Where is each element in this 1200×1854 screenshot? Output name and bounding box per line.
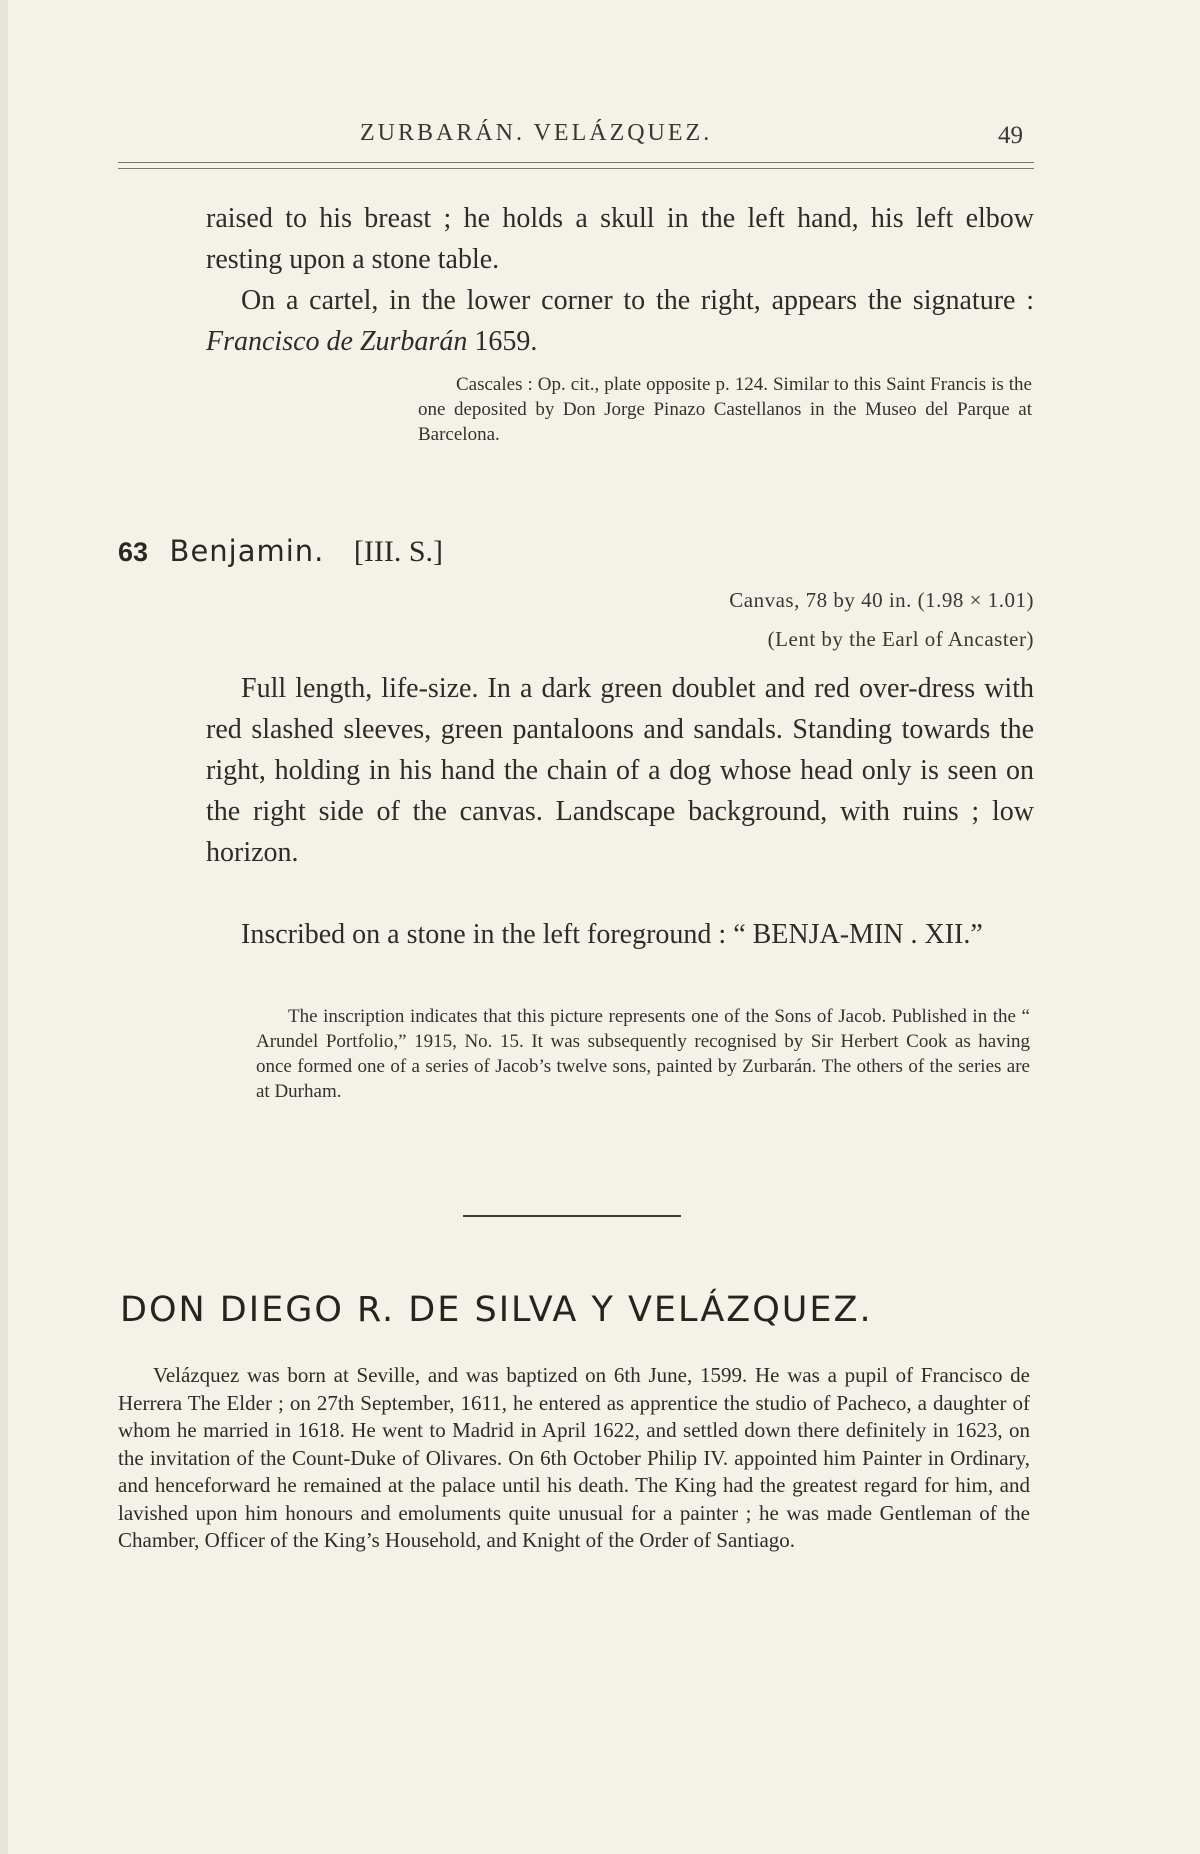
entry-lender: (Lent by the Earl of Ancaster) [767, 627, 1034, 651]
entry-note: The inscription indicates that this picture represents one of the Sons of Jacob. Published in the “ Arundel Portfolio,” 1915, No. 15. It was subsequently recognised by Sir Herbert Cook as having once formed one of a series of Jacob’s twelve sons, painted by Zurbarán. The others of the series are at Durham. [256, 1006, 1030, 1102]
section-bio: Velázquez was born at Seville, and was baptized on 6th June, 1599. He was a pupil of Francisco de Herrera The Elder ; on 27th September, 1611, he entered as apprentice the studio of Pacheco, a daughter of whom he married in 1618. He went to Madrid in April 1622, and settled down there definitely in 1623, on the invitation of the Count-Duke of Olivares. On 6th October Philip IV. appointed him Painter in Ordinary, and henceforward he remained at the palace until his death. The King had the greatest regard for him, and lavished upon him honours and emoluments quite unusual for a painter ; he was made Gentleman of the Chamber, Officer of the King’s Household, and Knight of the Order of Santiago. [118, 1363, 1030, 1552]
running-head [0, 120, 1200, 152]
inscription-intro: Inscribed on a stone in the left foreground : [241, 919, 727, 950]
entry-number: 63 [118, 537, 149, 567]
signature-year: 1659. [474, 326, 538, 357]
running-title: ZURBARÁN. VELÁZQUEZ. [360, 120, 713, 146]
entry-series: [III. S.] [353, 535, 444, 568]
entry-medium-dimensions: Canvas, 78 by 40 in. (1.98 × 1.01) [729, 588, 1034, 612]
header-rule [118, 162, 1034, 169]
entry-description: Full length, life-size. In a dark green doublet and red over-dress with red slashed sleeves, green pantaloons and sandals. Standing towards the right, holding in his hand the chain of a dog whose head only is seen on the right side of the canvas. Landscape background, with ruins ; low horizon. [206, 673, 1034, 868]
signature-name: Francisco de Zurbarán [206, 326, 468, 357]
page-left-edge [0, 0, 8, 1854]
section-heading: DON DIEGO R. DE SILVA Y VELÁZQUEZ. [120, 1290, 873, 1330]
entry-name: Benjamin. [169, 534, 325, 568]
entry-title [118, 534, 443, 574]
signature-lead-text: On a cartel, in the lower corner to the right, appears the signature : [241, 285, 1034, 316]
entry-inscription [206, 914, 1034, 955]
continuation-note: Cascales : Op. cit., plate opposite p. 124. Similar to this Saint Francis is the one deposited by Don Jorge Pinazo Castellanos in the Museo del Parque at Barcelona. [418, 374, 1032, 445]
section-divider [463, 1215, 681, 1217]
continuation-paragraph-2 [206, 280, 1034, 362]
continuation-paragraph-1: raised to his breast ; he holds a skull in the left hand, his left elbow resting upon a stone table. [206, 203, 1034, 275]
page-number: 49 [998, 122, 1023, 149]
inscription-text: “ BENJA-MIN . XII.” [733, 919, 983, 950]
